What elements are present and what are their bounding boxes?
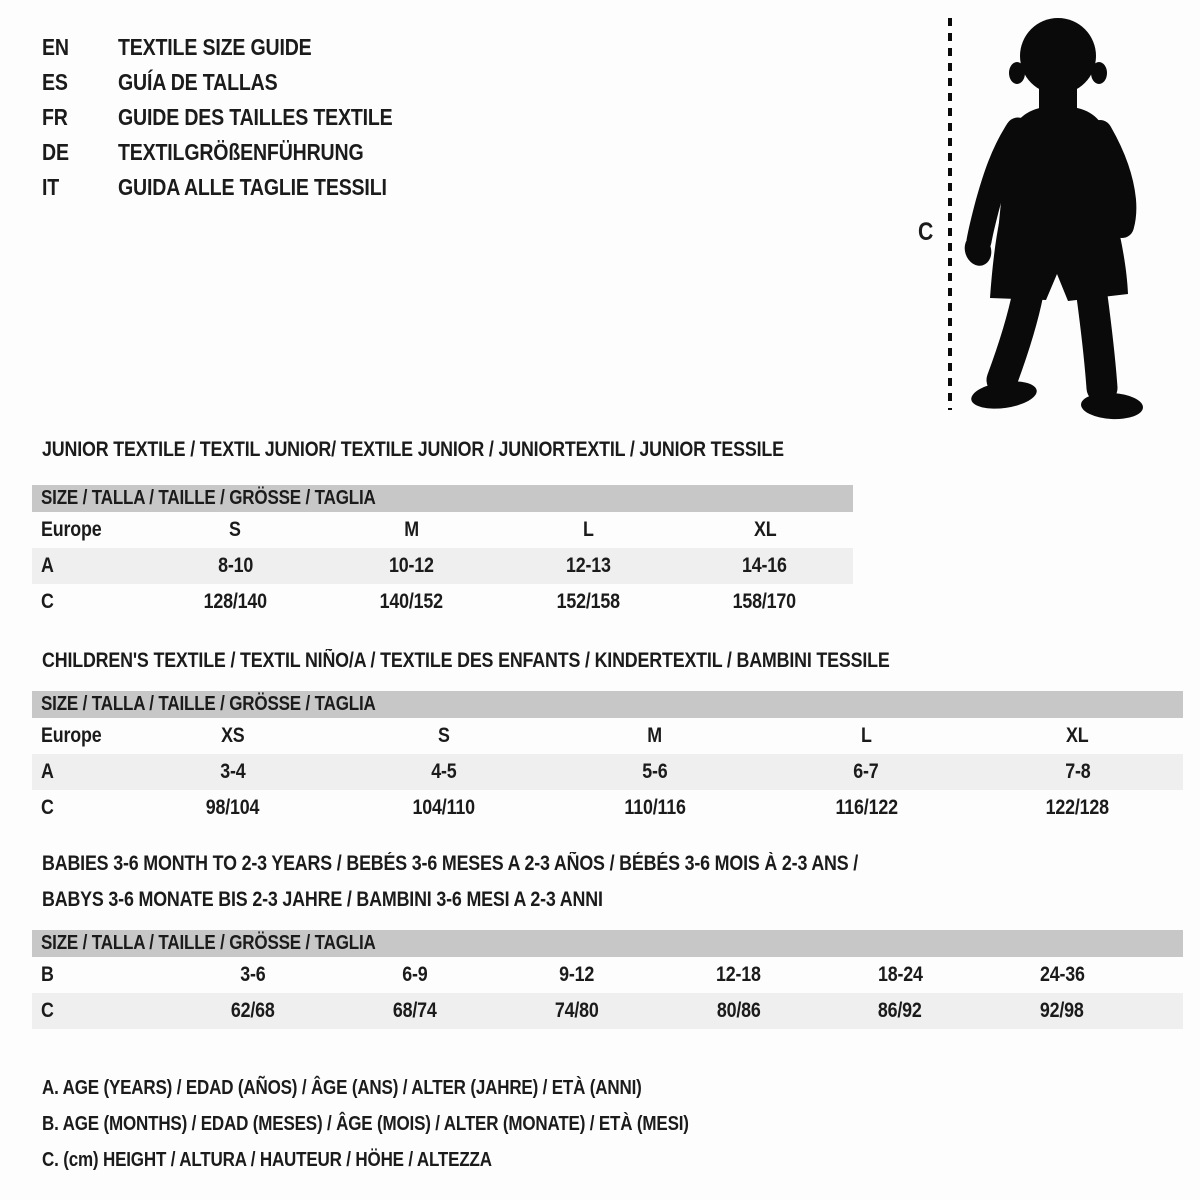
cell-value: 4-5 — [431, 760, 457, 783]
cell-value: L — [860, 724, 872, 747]
cell-value: XL — [1066, 724, 1089, 747]
legend-line — [42, 1106, 803, 1142]
table-cell — [338, 796, 549, 820]
section-title-line — [42, 846, 1002, 882]
cell-value: 6-9 — [402, 963, 428, 986]
table-cell — [677, 518, 854, 542]
table-cell — [496, 999, 658, 1023]
row-label-text: Europe — [41, 724, 102, 747]
table-cell — [981, 999, 1143, 1023]
baby-silhouette — [961, 18, 1144, 420]
table-cell — [761, 724, 972, 748]
cell-value: M — [647, 724, 663, 747]
language-code: ES — [42, 69, 68, 95]
cell-value: S — [229, 518, 242, 541]
table-row — [32, 957, 1183, 993]
cell-value: 128/140 — [203, 590, 267, 613]
legend-text: B. AGE (MONTHS) / EDAD (MESES) / ÂGE (MOIS) / ALTER (MONATE) / ETÀ (MESI) — [42, 1112, 689, 1135]
table-cell — [981, 963, 1143, 987]
table-cell — [172, 999, 334, 1023]
table-row — [32, 754, 1183, 790]
language-code: IT — [42, 174, 60, 200]
table-row — [32, 993, 1183, 1029]
section-title-text: BABIES 3-6 MONTH TO 2-3 YEARS / BEBÉS 3-6 MESES A 2-3 AÑOS / BÉBÉS 3-6 MOIS À 2-3 ANS / — [42, 852, 859, 875]
row-label — [32, 999, 172, 1023]
row-label-text: A — [41, 554, 54, 577]
cell-value: 12-13 — [565, 554, 611, 577]
size-header-bar — [32, 691, 1183, 718]
section-title-text: BABYS 3-6 MONATE BIS 2-3 JAHRE / BAMBINI 3-6 MESI A 2-3 ANNI — [42, 888, 603, 911]
cell-value: 5-6 — [642, 760, 668, 783]
table-cell — [334, 999, 496, 1023]
cell-value: 18-24 — [877, 963, 923, 986]
table-cell — [127, 760, 338, 784]
language-code: FR — [42, 104, 68, 130]
table-row — [32, 512, 853, 548]
table-cell — [496, 963, 658, 987]
table-cell — [338, 760, 549, 784]
section-title — [42, 643, 1039, 679]
table-cell — [761, 760, 972, 784]
section-title-text: CHILDREN'S TEXTILE / TEXTIL NIÑO/A / TEXTILE DES ENFANTS / KINDERTEXTIL / BAMBINI TESSILE — [42, 649, 890, 672]
language-code: EN — [42, 34, 69, 60]
cell-value: 116/122 — [835, 796, 898, 819]
size-table — [32, 691, 1183, 826]
table-cell — [972, 796, 1183, 820]
table-cell — [338, 724, 549, 748]
section-title-line — [42, 432, 915, 468]
row-label — [32, 963, 172, 987]
size-header-text: SIZE / TALLA / TAILLE / GRÖSSE / TAGLIA — [41, 932, 376, 954]
cell-value: 98/104 — [205, 796, 260, 819]
language-title: GUÍA DE TALLAS — [118, 69, 278, 95]
table-row — [32, 718, 1183, 754]
table-cell — [657, 999, 819, 1023]
size-header-bar — [32, 930, 1183, 957]
measure-figure — [900, 8, 1162, 420]
language-row — [42, 100, 441, 135]
legend-line — [42, 1070, 803, 1106]
size-header-text: SIZE / TALLA / TAILLE / GRÖSSE / TAGLIA — [41, 693, 376, 715]
table-cell — [127, 724, 338, 748]
row-label-text: C — [41, 999, 54, 1022]
table-cell — [657, 963, 819, 987]
row-label-text: C — [41, 796, 54, 819]
table-cell — [324, 554, 501, 578]
cell-value: 74/80 — [554, 999, 599, 1022]
table-cell — [324, 518, 501, 542]
section-title-line — [42, 882, 1002, 918]
table-cell — [500, 590, 677, 614]
cell-value: 140/152 — [380, 590, 444, 613]
language-title: GUIDE DES TAILLES TEXTILE — [118, 104, 393, 130]
size-header-bar — [32, 485, 853, 512]
cell-value: XS — [220, 724, 245, 747]
cell-value: M — [404, 518, 420, 541]
cell-value: S — [437, 724, 450, 747]
language-row — [42, 65, 441, 100]
cell-value: 158/170 — [733, 590, 797, 613]
row-label-text: Europe — [41, 518, 102, 541]
language-title: TEXTILE SIZE GUIDE — [118, 34, 312, 60]
row-label — [32, 518, 147, 542]
cell-value: 152/158 — [556, 590, 620, 613]
cell-value: 104/110 — [412, 796, 475, 819]
table-cell — [147, 554, 324, 578]
section-title-text: JUNIOR TEXTILE / TEXTIL JUNIOR/ TEXTILE JUNIOR / JUNIORTEXTIL / JUNIOR TESSILE — [42, 438, 784, 461]
table-cell — [677, 554, 854, 578]
cell-value: 122/128 — [1045, 796, 1110, 819]
legend-text: A. AGE (YEARS) / EDAD (AÑOS) / ÂGE (ANS) / ALTER (JAHRE) / ETÀ (ANNI) — [42, 1076, 642, 1099]
cell-value: 62/68 — [230, 999, 275, 1022]
cell-value: 9-12 — [559, 963, 595, 986]
table-cell — [761, 796, 972, 820]
row-label — [32, 760, 127, 784]
size-table — [32, 485, 853, 620]
table-cell — [819, 999, 981, 1023]
table-cell — [324, 590, 501, 614]
table-cell — [147, 518, 324, 542]
legend — [42, 1070, 803, 1178]
cell-value: 3-6 — [240, 963, 266, 986]
row-label-text: B — [41, 963, 54, 986]
baby-silhouette-icon — [900, 8, 1162, 420]
cell-value: L — [582, 518, 594, 541]
cell-value: 7-8 — [1064, 760, 1091, 783]
language-title: GUIDA ALLE TAGLIE TESSILI — [118, 174, 387, 200]
language-row — [42, 135, 441, 170]
language-row — [42, 30, 441, 65]
row-label-text: C — [41, 590, 54, 613]
cell-value: 110/116 — [624, 796, 686, 819]
table-row — [32, 584, 853, 620]
cell-value: 6-7 — [853, 760, 879, 783]
row-label-text: A — [41, 760, 54, 783]
row-label — [32, 554, 147, 578]
row-label — [32, 796, 127, 820]
table-cell — [147, 590, 324, 614]
legend-line — [42, 1142, 803, 1178]
cell-value: 24-36 — [1039, 963, 1085, 986]
language-list — [42, 30, 441, 205]
table-cell — [549, 796, 760, 820]
cell-value: 12-18 — [715, 963, 761, 986]
cell-value: 92/98 — [1040, 999, 1084, 1022]
cell-value: 10-12 — [389, 554, 435, 577]
table-cell — [127, 796, 338, 820]
row-label — [32, 724, 127, 748]
table-cell — [549, 760, 760, 784]
language-title: TEXTILGRÖßENFÜHRUNG — [118, 139, 364, 165]
size-table — [32, 930, 1183, 1029]
table-cell — [500, 518, 677, 542]
language-row — [42, 170, 441, 205]
table-cell — [972, 760, 1183, 784]
legend-text: C. (cm) HEIGHT / ALTURA / HAUTEUR / HÖHE / ALTEZZA — [42, 1148, 492, 1171]
table-cell — [500, 554, 677, 578]
cell-value: XL — [753, 518, 776, 541]
table-cell — [172, 963, 334, 987]
cell-value: 80/86 — [716, 999, 761, 1022]
table-cell — [549, 724, 760, 748]
table-cell — [819, 963, 981, 987]
cell-value: 14-16 — [742, 554, 788, 577]
table-cell — [334, 963, 496, 987]
section-title — [42, 846, 1002, 918]
table-cell — [677, 590, 854, 614]
measure-label: C — [918, 218, 934, 246]
table-row — [32, 548, 853, 584]
language-code: DE — [42, 139, 69, 165]
cell-value: 8-10 — [217, 554, 253, 577]
table-row — [32, 790, 1183, 826]
section-title — [42, 432, 915, 468]
row-label — [32, 590, 147, 614]
table-cell — [972, 724, 1183, 748]
section-title-line — [42, 643, 1039, 679]
cell-value: 3-4 — [219, 760, 246, 783]
cell-value: 68/74 — [392, 999, 437, 1022]
cell-value: 86/92 — [878, 999, 923, 1022]
size-header-text: SIZE / TALLA / TAILLE / GRÖSSE / TAGLIA — [41, 487, 376, 509]
